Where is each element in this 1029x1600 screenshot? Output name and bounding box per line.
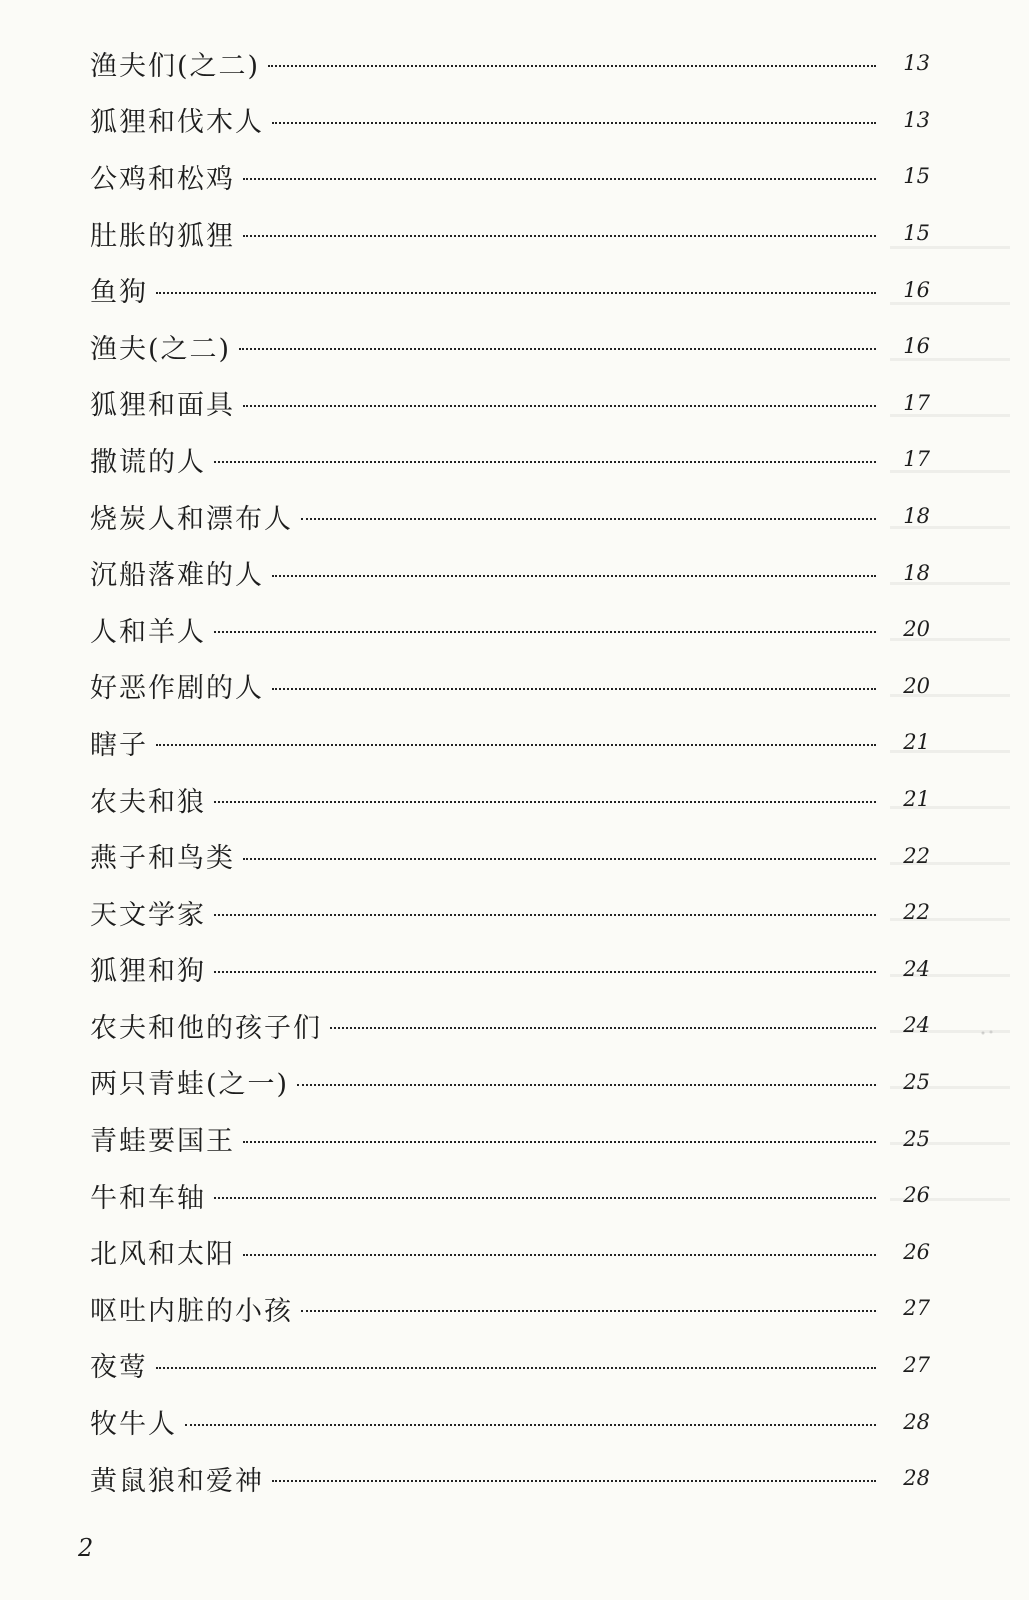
dot-leader [156, 744, 876, 746]
toc-title: 燕子和鸟类 [90, 843, 235, 875]
dot-leader [156, 1367, 876, 1369]
toc-entry-left [90, 327, 892, 366]
table-of-contents [90, 35, 930, 1506]
toc-page-number: 24 [903, 956, 930, 981]
dot-leader [301, 1310, 876, 1312]
toc-page-number: 18 [903, 560, 930, 585]
page-folio: 2 [78, 1534, 94, 1562]
toc-title: 天文学家 [90, 899, 206, 931]
toc-title: 好恶作剧的人 [90, 673, 264, 705]
toc-title: 公鸡和松鸡 [90, 163, 235, 195]
toc-title: 狐狸和狗 [90, 956, 206, 988]
toc-title: 牛和车轴 [90, 1182, 206, 1214]
dot-leader [214, 914, 876, 916]
toc-entry-left [90, 666, 892, 705]
toc-entry-left [90, 100, 892, 139]
toc-title: 黄鼠狼和爱神 [90, 1465, 264, 1497]
toc-title: 鱼狗 [90, 277, 148, 309]
toc-page-number: 20 [903, 617, 930, 642]
dot-leader [243, 1141, 876, 1143]
toc-entry[interactable] [90, 1337, 930, 1394]
toc-page-number: 15 [903, 164, 930, 189]
toc-page-number: 16 [903, 277, 930, 302]
toc-entry[interactable] [90, 488, 930, 545]
toc-entry-left [90, 949, 892, 988]
toc-title: 人和羊人 [90, 616, 206, 648]
toc-title: 瞎子 [90, 729, 148, 761]
toc-entry[interactable] [90, 318, 930, 375]
toc-page-number: 21 [903, 787, 930, 812]
dot-leader [301, 518, 876, 520]
toc-title: 牧牛人 [90, 1409, 177, 1441]
toc-entry-left [90, 1289, 892, 1328]
toc-page-number: 24 [903, 1013, 930, 1038]
dot-leader [272, 1480, 876, 1482]
toc-entry-left [90, 440, 892, 479]
toc-entry-left [90, 1345, 892, 1384]
toc-entry-left [90, 1006, 892, 1045]
dot-leader [214, 1197, 876, 1199]
toc-title: 渔夫(之二) [90, 333, 232, 365]
toc-entry-left [90, 1459, 892, 1498]
toc-page-number: 20 [903, 673, 930, 698]
toc-page-number: 13 [903, 51, 930, 76]
toc-entry[interactable] [90, 261, 930, 318]
toc-entry-left [90, 157, 892, 196]
toc-page-number: 17 [903, 447, 930, 472]
dot-leader [243, 1254, 876, 1256]
toc-entry[interactable] [90, 1450, 930, 1507]
dot-leader [297, 1084, 876, 1086]
toc-page-number: 17 [903, 390, 930, 415]
dot-leader [272, 688, 876, 690]
toc-page-number: 22 [903, 843, 930, 868]
dot-leader [272, 122, 876, 124]
toc-title: 狐狸和伐木人 [90, 107, 264, 139]
toc-entry-left [90, 723, 892, 762]
toc-entry-left [90, 214, 892, 253]
toc-entry[interactable] [90, 941, 930, 998]
toc-entry[interactable] [90, 1167, 930, 1224]
toc-entry[interactable] [90, 148, 930, 205]
toc-title: 青蛙要国王 [90, 1126, 235, 1158]
toc-page-number: 26 [903, 1239, 930, 1264]
toc-page-number: 22 [903, 900, 930, 925]
toc-entry-left [90, 383, 892, 422]
toc-entry[interactable] [90, 884, 930, 941]
dot-leader [243, 405, 876, 407]
toc-entry[interactable] [90, 375, 930, 432]
toc-page-number: 15 [903, 221, 930, 246]
toc-entry-left [90, 497, 892, 536]
toc-title: 渔夫们(之二) [90, 50, 261, 82]
toc-entry-left [90, 1119, 892, 1158]
toc-title: 北风和太阳 [90, 1239, 235, 1271]
toc-page-number: 26 [903, 1183, 930, 1208]
toc-page-number: 27 [903, 1352, 930, 1377]
toc-title: 烧炭人和漂布人 [90, 503, 293, 535]
toc-entry[interactable] [90, 771, 930, 828]
toc-page-number: 28 [903, 1466, 930, 1491]
toc-title: 狐狸和面具 [90, 390, 235, 422]
toc-entry-left [90, 1062, 892, 1101]
toc-entry[interactable] [90, 601, 930, 658]
dot-leader [268, 65, 876, 67]
toc-entry[interactable] [90, 1223, 930, 1280]
toc-entry-left [90, 836, 892, 875]
toc-title: 农夫和他的孩子们 [90, 1012, 322, 1044]
dot-leader [243, 235, 876, 237]
dot-leader [214, 631, 876, 633]
toc-title: 肚胀的狐狸 [90, 220, 235, 252]
toc-title: 两只青蛙(之一) [90, 1069, 290, 1101]
toc-entry[interactable] [90, 544, 930, 601]
toc-entry-left [90, 1232, 892, 1271]
toc-entry[interactable] [90, 997, 930, 1054]
toc-entry-left [90, 1402, 892, 1441]
toc-page-number: 25 [903, 1069, 930, 1094]
dot-leader [185, 1424, 876, 1426]
dot-leader [214, 461, 876, 463]
toc-page-number: 25 [903, 1126, 930, 1151]
toc-entry-left [90, 270, 892, 309]
toc-entry[interactable] [90, 1393, 930, 1450]
toc-page-number: 16 [903, 334, 930, 359]
toc-page-number: 28 [903, 1409, 930, 1434]
toc-page-number: 27 [903, 1296, 930, 1321]
toc-entry[interactable] [90, 92, 930, 149]
toc-entry[interactable] [90, 35, 930, 92]
toc-entry-left [90, 1176, 892, 1215]
toc-entry[interactable] [90, 827, 930, 884]
toc-page-number: 13 [903, 107, 930, 132]
toc-page-number: 21 [903, 730, 930, 755]
dot-leader [243, 178, 876, 180]
toc-entry[interactable] [90, 1054, 930, 1111]
toc-title: 呕吐内脏的小孩 [90, 1295, 293, 1327]
toc-page-number: 18 [903, 504, 930, 529]
dot-leader [243, 858, 876, 860]
toc-title: 撒谎的人 [90, 446, 206, 478]
dot-leader [239, 348, 876, 350]
toc-entry-left [90, 780, 892, 819]
scan-speck [980, 1030, 998, 1036]
toc-entry[interactable] [90, 431, 930, 488]
toc-entry-left [90, 553, 892, 592]
dot-leader [272, 575, 876, 577]
toc-entry-left [90, 610, 892, 649]
toc-entry-left [90, 44, 892, 83]
toc-title: 农夫和狼 [90, 786, 206, 818]
toc-title: 沉船落难的人 [90, 560, 264, 592]
dot-leader [156, 292, 876, 294]
toc-entry[interactable] [90, 1280, 930, 1337]
toc-title: 夜莺 [90, 1352, 148, 1384]
toc-entry[interactable] [90, 714, 930, 771]
dot-leader [214, 801, 876, 803]
toc-entry[interactable] [90, 205, 930, 262]
dot-leader [214, 971, 876, 973]
toc-entry[interactable] [90, 658, 930, 715]
toc-entry[interactable] [90, 1110, 930, 1167]
dot-leader [330, 1027, 876, 1029]
toc-entry-left [90, 893, 892, 932]
